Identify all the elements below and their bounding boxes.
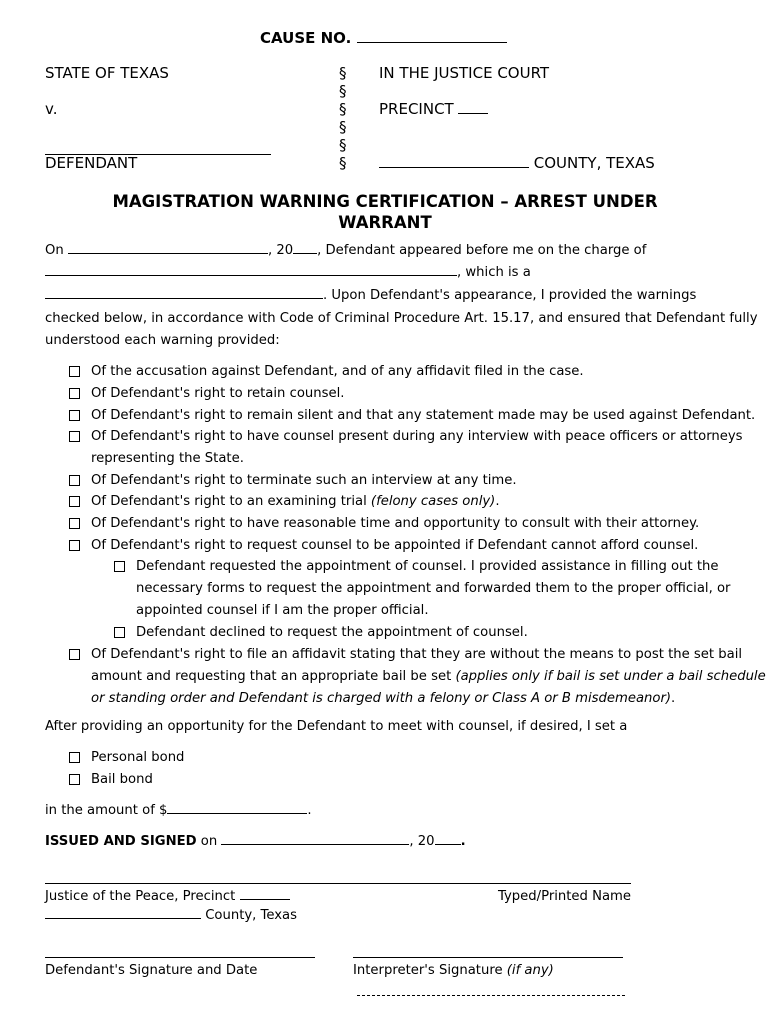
year-blank[interactable] <box>293 252 317 254</box>
warning-checkbox-bail-affidavit[interactable] <box>69 649 80 660</box>
interpreter-date-line[interactable] <box>357 995 625 996</box>
precinct-label: PRECINCT <box>379 100 454 118</box>
bail-intro: After providing an opportunity for the Defendant to meet with counsel, if desired, I set a <box>45 719 628 734</box>
year-prefix: , 20 <box>409 834 435 849</box>
bail-bond-checkbox[interactable] <box>69 774 80 785</box>
warning-checkbox-counsel-present[interactable] <box>69 431 80 442</box>
intro-line3 <box>45 285 696 307</box>
warning-appointed-counsel: Of Defendant's right to request counsel to be appointed if Defendant cannot afford counsel. <box>91 538 699 553</box>
versus-label: v. <box>45 100 58 118</box>
section-mark: § <box>339 118 347 136</box>
which-is-a-text: , which is a <box>457 265 531 280</box>
warning-checkbox-consult-attorney[interactable] <box>69 518 80 529</box>
period: . <box>307 803 312 818</box>
state-of-texas: STATE OF TEXAS <box>45 64 169 82</box>
requested-appointment-line1: Defendant requested the appointment of counsel. I provided assistance in filling out the <box>136 559 719 574</box>
warning-retain-counsel: Of Defendant's right to retain counsel. <box>91 386 345 401</box>
warning-bail-affidavit-line2 <box>91 666 766 688</box>
warning-checkbox-terminate-interview[interactable] <box>69 475 80 486</box>
warning-terminate-interview: Of Defendant's right to terminate such an interview at any time. <box>91 473 517 488</box>
bail-amount-label: in the amount of $ <box>45 803 168 818</box>
requested-appointment-line3: appointed counsel if I am the proper official. <box>136 603 429 618</box>
warning-bail-affidavit-line1: Of Defendant's right to file an affidavit stating that they are without the means to post the set bail <box>91 647 743 662</box>
warning-accusation: Of the accusation against Defendant, and of any affidavit filed in the case. <box>91 364 584 379</box>
warning-checkbox-retain-counsel[interactable] <box>69 388 80 399</box>
bail-amount <box>45 800 312 822</box>
warning-checkbox-examining-trial[interactable] <box>69 496 80 507</box>
warning-consult-attorney: Of Defendant's right to have reasonable time and opportunity to consult with their attorney. <box>91 516 700 531</box>
interpreter-label: Interpreter's Signature <box>353 963 507 978</box>
defendant-signature-line[interactable] <box>45 957 315 958</box>
warning-checkbox-appointed-counsel[interactable] <box>69 540 80 551</box>
checkbox-requested-appointment[interactable] <box>114 561 125 572</box>
upon-text: . Upon Defendant's appearance, I provided the warnings <box>323 288 697 303</box>
interpreter-signature <box>353 960 554 982</box>
cause-no <box>260 29 507 47</box>
issued-signed <box>45 831 466 853</box>
felony-only-note: (felony cases only) <box>370 494 496 509</box>
issued-date-blank[interactable] <box>221 843 409 845</box>
issued-year-blank[interactable] <box>435 843 461 845</box>
checkbox-declined-appointment[interactable] <box>114 627 125 638</box>
bail-affidavit-text: amount and requesting that an appropriate bail be set <box>91 669 456 684</box>
appeared-text: , Defendant appeared before me on the charge of <box>317 243 647 258</box>
bail-schedule-note: (applies only if bail is set under a bail schedule <box>455 669 766 684</box>
jp-signature-line[interactable] <box>45 883 631 884</box>
jp-precinct-blank[interactable] <box>240 898 290 900</box>
personal-bond-label: Personal bond <box>91 750 185 765</box>
on-text: on <box>196 834 222 849</box>
section-mark: § <box>339 136 347 154</box>
appearance-date-blank[interactable] <box>68 252 268 254</box>
charge-blank[interactable] <box>45 274 457 276</box>
warning-counsel-present-line1: Of Defendant's right to have counsel present during any interview with peace officers or attorneys <box>91 429 743 444</box>
section-mark: § <box>339 100 347 118</box>
bail-amount-blank[interactable] <box>167 812 307 814</box>
issued-signed-label: ISSUED AND SIGNED <box>45 834 197 849</box>
cause-no-label: CAUSE NO. <box>260 29 352 47</box>
warning-counsel-present-line2: representing the State. <box>91 451 244 466</box>
intro-line1 <box>45 240 646 262</box>
precinct-blank[interactable] <box>458 112 488 114</box>
period: . <box>671 691 676 706</box>
defendant-label: DEFENDANT <box>45 154 138 172</box>
defendant-signature-label: Defendant's Signature and Date <box>45 963 258 978</box>
intro-line2 <box>45 262 531 284</box>
form-title-line1: MAGISTRATION WARNING CERTIFICATION – ARREST UNDER <box>112 192 658 211</box>
typed-name-label: Typed/Printed Name <box>498 889 632 904</box>
court-label: IN THE JUSTICE COURT <box>379 64 550 82</box>
warning-checkbox-remain-silent[interactable] <box>69 410 80 421</box>
intro-line5: understood each warning provided: <box>45 333 280 348</box>
jp-label: Justice of the Peace, Precinct <box>45 889 236 904</box>
examining-trial-text: Of Defendant's right to an examining trial <box>91 494 371 509</box>
county-blank[interactable] <box>379 166 529 168</box>
jp-county-blank[interactable] <box>45 917 201 919</box>
if-any-note: (if any) <box>506 963 554 978</box>
county-label: COUNTY, TEXAS <box>533 154 655 172</box>
precinct-field <box>379 100 488 118</box>
interpreter-signature-line[interactable] <box>353 957 623 958</box>
offense-class-blank[interactable] <box>45 297 323 299</box>
section-mark: § <box>339 154 347 172</box>
year-prefix: , 20 <box>267 243 294 258</box>
warning-bail-affidavit-line3 <box>91 688 675 710</box>
jp-county <box>45 905 297 927</box>
personal-bond-checkbox[interactable] <box>69 752 80 763</box>
bail-bond-label: Bail bond <box>91 772 153 787</box>
warning-remain-silent: Of Defendant's right to remain silent and that any statement made may be used against Defendant. <box>91 408 756 423</box>
county-field <box>379 154 655 172</box>
requested-appointment-line2: necessary forms to request the appointment and forwarded them to the proper official, or <box>136 581 731 596</box>
period: . <box>495 494 500 509</box>
intro-line4: checked below, in accordance with Code of Criminal Procedure Art. 15.17, and ensured that Defendant fully <box>45 311 758 326</box>
section-mark: § <box>339 82 347 100</box>
warning-examining-trial <box>91 491 500 513</box>
declined-appointment: Defendant declined to request the appointment of counsel. <box>136 625 528 640</box>
bail-schedule-note-cont: or standing order and Defendant is charged with a felony or Class A or B misdemeanor) <box>91 691 672 706</box>
form-title-line2: WARRANT <box>338 213 432 232</box>
on-label: On <box>45 243 64 258</box>
warning-checkbox-accusation[interactable] <box>69 366 80 377</box>
period: . <box>460 834 466 849</box>
cause-no-blank[interactable] <box>357 41 507 43</box>
county-texas-label: County, Texas <box>205 908 298 923</box>
section-mark: § <box>339 64 347 82</box>
